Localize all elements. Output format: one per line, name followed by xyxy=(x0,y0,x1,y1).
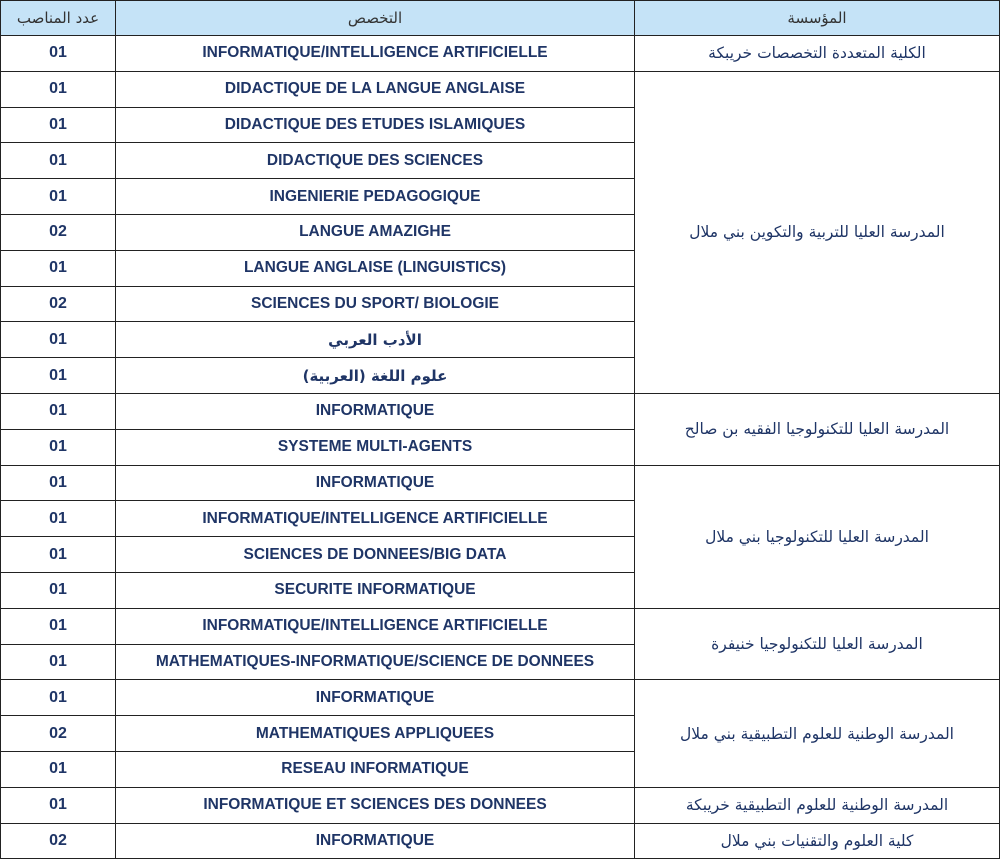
positions-count: 01 xyxy=(1,501,116,537)
positions-count: 01 xyxy=(1,107,116,143)
header-row xyxy=(1,1,1000,36)
table-row xyxy=(1,787,1000,823)
table-row xyxy=(1,71,1000,107)
institution: كلية العلوم والتقنيات بني ملال xyxy=(635,823,1000,859)
institution: المدرسة العليا للتكنولوجيا خنيفرة xyxy=(635,608,1000,680)
specialty: LANGUE ANGLAISE (LINGUISTICS) xyxy=(116,250,635,286)
specialty: SYSTEME MULTI-AGENTS xyxy=(116,429,635,465)
specialty: DIDACTIQUE DE LA LANGUE ANGLAISE xyxy=(116,71,635,107)
header-institution: المؤسسة xyxy=(635,1,1000,36)
positions-count: 01 xyxy=(1,250,116,286)
specialty: INGENIERIE PEDAGOGIQUE xyxy=(116,179,635,215)
institution: المدرسة الوطنية للعلوم التطبيقية خريبكة xyxy=(635,787,1000,823)
institution: المدرسة العليا للتكنولوجيا بني ملال xyxy=(635,465,1000,608)
specialty: INFORMATIQUE xyxy=(116,823,635,859)
table-row xyxy=(1,823,1000,859)
positions-count: 01 xyxy=(1,644,116,680)
table-row xyxy=(1,393,1000,429)
specialty: RESEAU INFORMATIQUE xyxy=(116,751,635,787)
positions-count: 01 xyxy=(1,572,116,608)
positions-count: 01 xyxy=(1,429,116,465)
positions-count: 01 xyxy=(1,36,116,72)
specialty: DIDACTIQUE DES ETUDES ISLAMIQUES xyxy=(116,107,635,143)
institution: المدرسة العليا للتربية والتكوين بني ملال xyxy=(635,71,1000,393)
positions-count: 02 xyxy=(1,823,116,859)
specialty: INFORMATIQUE/INTELLIGENCE ARTIFICIELLE xyxy=(116,501,635,537)
header-specialty: التخصص xyxy=(116,1,635,36)
positions-count: 01 xyxy=(1,179,116,215)
institution: المدرسة الوطنية للعلوم التطبيقية بني ملال xyxy=(635,680,1000,787)
specialty: SCIENCES DE DONNEES/BIG DATA xyxy=(116,537,635,573)
specialty: INFORMATIQUE/INTELLIGENCE ARTIFICIELLE xyxy=(116,36,635,72)
table-row xyxy=(1,465,1000,501)
positions-count: 01 xyxy=(1,751,116,787)
specialty: INFORMATIQUE xyxy=(116,465,635,501)
positions-count: 01 xyxy=(1,143,116,179)
positions-count: 02 xyxy=(1,286,116,322)
specialty: الأدب العربي xyxy=(116,322,635,358)
positions-count: 01 xyxy=(1,537,116,573)
institution: الكلية المتعددة التخصصات خريبكة xyxy=(635,36,1000,72)
positions-count: 01 xyxy=(1,393,116,429)
positions-count: 01 xyxy=(1,680,116,716)
positions-count: 01 xyxy=(1,358,116,394)
table-row xyxy=(1,608,1000,644)
specialty: SECURITE INFORMATIQUE xyxy=(116,572,635,608)
positions-count: 01 xyxy=(1,465,116,501)
specialty: MATHEMATIQUES APPLIQUEES xyxy=(116,716,635,752)
specialty: LANGUE AMAZIGHE xyxy=(116,214,635,250)
specialty: SCIENCES DU SPORT/ BIOLOGIE xyxy=(116,286,635,322)
specialty: INFORMATIQUE xyxy=(116,393,635,429)
specialty: INFORMATIQUE/INTELLIGENCE ARTIFICIELLE xyxy=(116,608,635,644)
table-row xyxy=(1,680,1000,716)
positions-count: 02 xyxy=(1,716,116,752)
positions-count: 01 xyxy=(1,787,116,823)
institution: المدرسة العليا للتكنولوجيا الفقيه بن صالح xyxy=(635,393,1000,465)
table-row xyxy=(1,36,1000,72)
specialty: INFORMATIQUE ET SCIENCES DES DONNEES xyxy=(116,787,635,823)
specialty: DIDACTIQUE DES SCIENCES xyxy=(116,143,635,179)
header-count: عدد المناصب xyxy=(1,1,116,36)
specialty: علوم اللغة (العربية) xyxy=(116,358,635,394)
specialty: MATHEMATIQUES-INFORMATIQUE/SCIENCE DE DONNEES xyxy=(116,644,635,680)
positions-count: 01 xyxy=(1,322,116,358)
positions-count: 01 xyxy=(1,608,116,644)
specialty: INFORMATIQUE xyxy=(116,680,635,716)
positions-count: 01 xyxy=(1,71,116,107)
positions-count: 02 xyxy=(1,214,116,250)
